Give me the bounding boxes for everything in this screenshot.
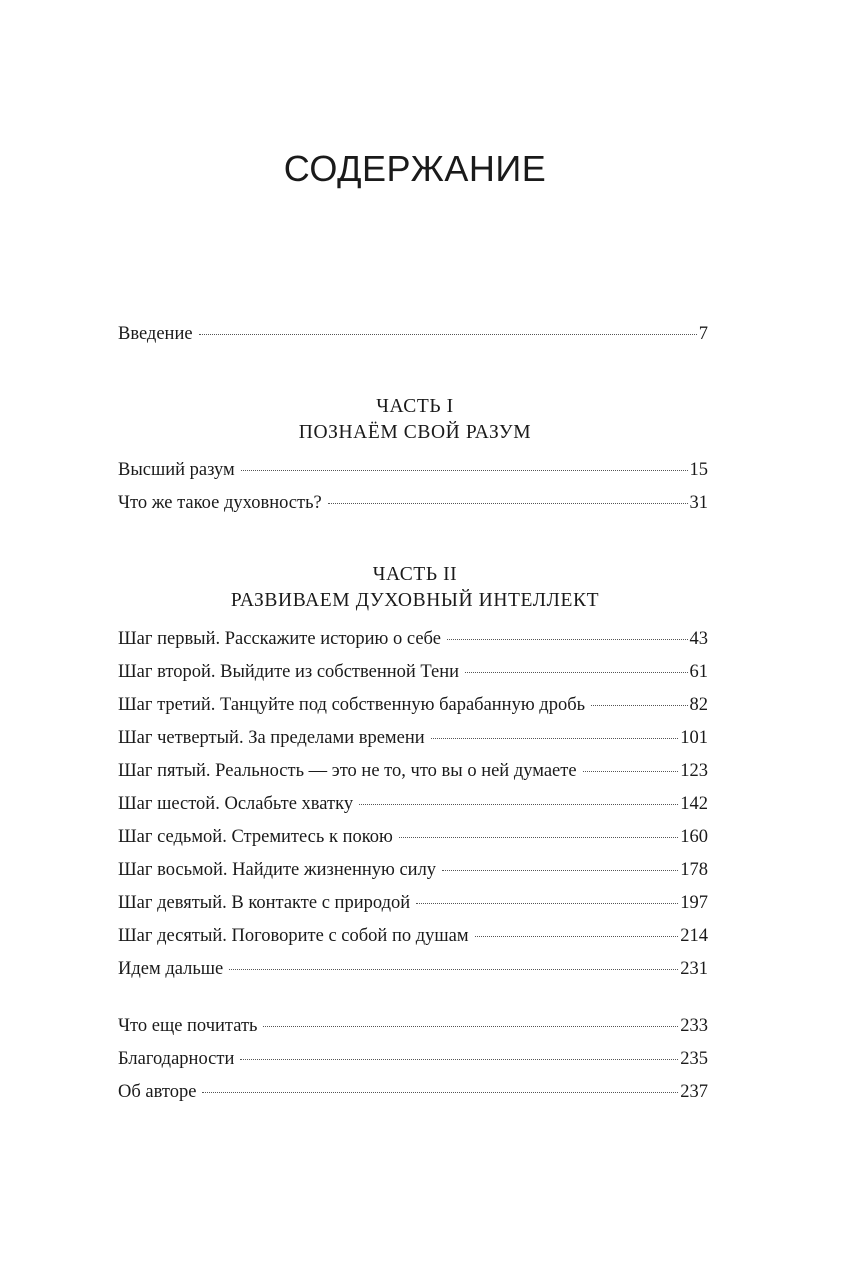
toc-entry-page: 237 [680,1082,708,1102]
toc-entry-label: Шаг шестой. Ослабьте хватку [118,794,354,814]
toc-entry[interactable] [118,456,708,484]
toc-entry[interactable] [118,625,708,653]
dot-leader [447,639,688,640]
toc-entry-label: Что еще почитать [118,1016,258,1036]
dot-leader [241,470,688,471]
toc-entry-label: Шаг первый. Расскажите историю о себе [118,629,441,649]
toc-entry-label: Шаг пятый. Реальность — это не то, что вы о ней думаете [118,761,577,781]
toc-entry-introduction[interactable] [118,320,708,348]
toc-entry-label: Идем дальше [118,959,224,979]
toc-entry-label: Введение [118,324,193,344]
toc-entry[interactable] [118,955,708,983]
toc-entry-label: Благодарности [118,1049,235,1069]
toc-entry-page: 7 [698,324,708,344]
part-2-number: ЧАСТЬ II [372,564,458,585]
toc-entry-page: 197 [680,893,708,913]
dot-leader [240,1059,678,1060]
toc-entry-page: 123 [680,761,708,781]
toc-entry[interactable] [118,1012,708,1040]
dot-leader [591,705,687,706]
dot-leader [583,771,679,772]
toc-entry-page: 231 [680,959,708,979]
toc-entry-label: Шаг четвертый. За пределами времени [118,728,425,748]
part-1-title: ПОЗНАЁМ СВОЙ РАЗУМ [298,422,532,443]
toc-entry[interactable] [118,1045,708,1073]
dot-leader [475,936,679,937]
toc-entry-page: 235 [680,1049,708,1069]
toc-entry[interactable] [118,790,708,818]
dot-leader [359,804,678,805]
dot-leader [442,870,678,871]
toc-entry-page: 61 [689,662,708,682]
toc-entry-page: 31 [689,493,708,513]
toc-entry[interactable] [118,724,708,752]
toc-entry-label: Шаг десятый. Поговорите с собой по душам [118,926,469,946]
toc-entry-label: Шаг девятый. В контакте с природой [118,893,411,913]
toc-entry[interactable] [118,691,708,719]
dot-leader [399,837,678,838]
dot-leader [199,334,697,335]
dot-leader [263,1026,678,1027]
toc-entry[interactable] [118,889,708,917]
dot-leader [328,503,688,504]
toc-entry-page: 178 [680,860,708,880]
toc-entry[interactable] [118,823,708,851]
toc-entry-page: 82 [689,695,708,715]
toc-entry-label: Шаг седьмой. Стремитесь к покою [118,827,393,847]
part-1-number: ЧАСТЬ I [376,396,454,417]
dot-leader [202,1092,678,1093]
toc-entry[interactable] [118,856,708,884]
toc-entry-page: 43 [689,629,708,649]
dot-leader [229,969,678,970]
toc-entry-page: 142 [680,794,708,814]
toc-entry-label: Шаг третий. Танцуйте под собственную барабанную дробь [118,695,586,715]
dot-leader [416,903,678,904]
toc-entry[interactable] [118,922,708,950]
toc-entry-page: 214 [680,926,708,946]
toc-entry-label: Высший разум [118,460,235,480]
toc-entry-label: Шаг второй. Выйдите из собственной Тени [118,662,460,682]
toc-entry-page: 101 [680,728,708,748]
part-2-title: РАЗВИВАЕМ ДУХОВНЫЙ ИНТЕЛЛЕКТ [230,590,600,611]
toc-entry[interactable] [118,489,708,517]
page-title: СОДЕРЖАНИЕ [283,148,547,189]
toc-entry-label: Что же такое духовность? [118,493,322,513]
toc-entry-page: 233 [680,1016,708,1036]
toc-entry[interactable] [118,658,708,686]
toc-entry[interactable] [118,1078,708,1106]
toc-entry-page: 15 [689,460,708,480]
toc-entry-page: 160 [680,827,708,847]
toc-entry-label: Шаг восьмой. Найдите жизненную силу [118,860,437,880]
toc-entry-label: Об авторе [118,1082,197,1102]
dot-leader [465,672,687,673]
toc-entry[interactable] [118,757,708,785]
dot-leader [431,738,679,739]
